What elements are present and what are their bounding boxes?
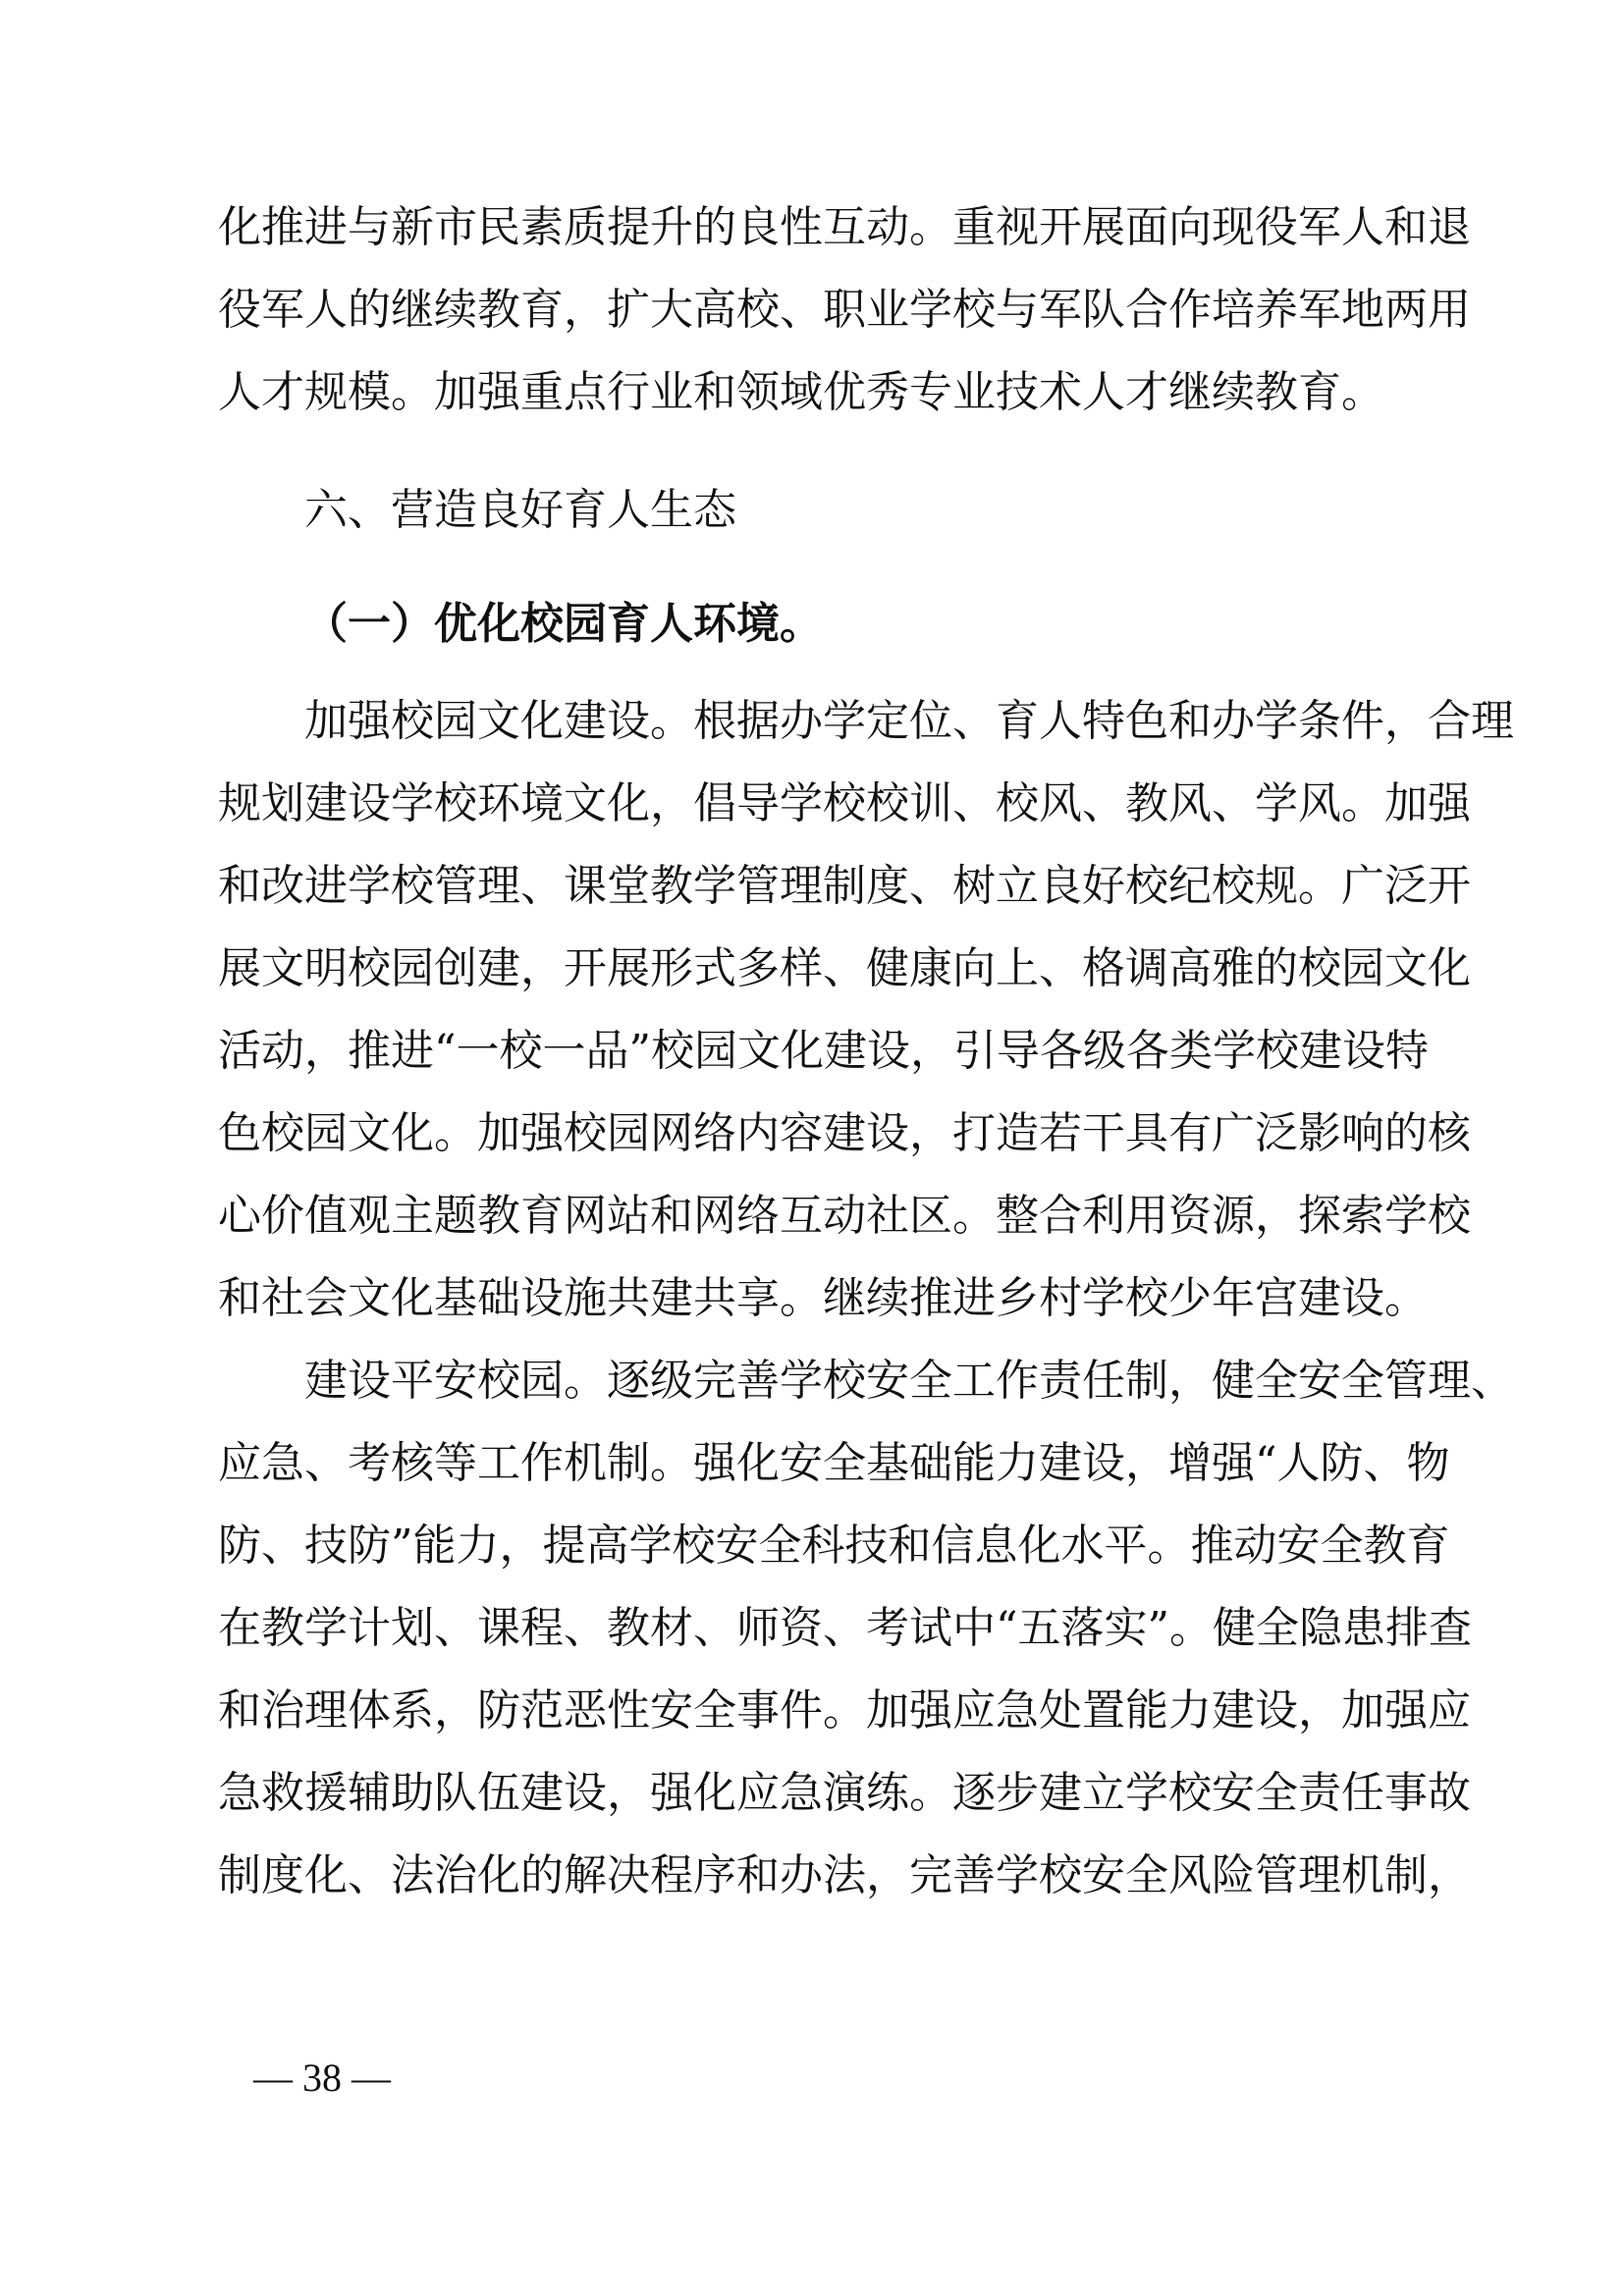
paragraph-line: 建设平安校园。逐级完善学校安全工作责任制，健全安全管理、	[304, 1356, 1514, 1406]
paragraph-line: 人才规模。加强重点行业和领域优秀专业技术人才继续教育。	[218, 367, 1384, 417]
subsection-heading: （一）优化校园育人环境。	[304, 599, 823, 649]
paragraph-line: 加强校园文化建设。根据办学定位、育人特色和办学条件，合理	[304, 696, 1514, 746]
paragraph-line: 色校园文化。加强校园网络内容建设，打造若干具有广泛影响的核	[218, 1108, 1471, 1158]
paragraph-line: 役军人的继续教育，扩大高校、职业学校与军队合作培养军地两用	[218, 285, 1471, 335]
paragraph-line: 和治理体系，防范恶性安全事件。加强应急处置能力建设，加强应	[218, 1685, 1471, 1735]
paragraph-line: 和社会文化基础设施共建共享。继续推进乡村学校少年宫建设。	[218, 1273, 1428, 1323]
paragraph-line: 防、技防”能力，提高学校安全科技和信息化水平。推动安全教育	[218, 1521, 1450, 1571]
paragraph-line: 心价值观主题教育网站和网络互动社区。整合利用资源，探索学校	[218, 1191, 1471, 1241]
paragraph-line: 规划建设学校环境文化，倡导学校校训、校风、教风、学风。加强	[218, 778, 1471, 828]
paragraph-line: 展文明校园创建，开展形式多样、健康向上、格调高雅的校园文化	[218, 943, 1471, 993]
page-number: — 38 —	[253, 2056, 391, 2100]
paragraph-line: 急救援辅助队伍建设，强化应急演练。逐步建立学校安全责任事故	[218, 1768, 1471, 1818]
paragraph-line: 应急、考核等工作机制。强化安全基础能力建设，增强“人防、物	[218, 1438, 1450, 1488]
paragraph-line: 化推进与新市民素质提升的良性互动。重视开展面向现役军人和退	[218, 202, 1471, 252]
paragraph-line: 和改进学校管理、课堂教学管理制度、树立良好校纪校规。广泛开	[218, 861, 1471, 911]
paragraph-line: 制度化、法治化的解决程序和办法，完善学校安全风险管理机制，	[218, 1850, 1471, 1900]
paragraph-line: 活动，推进“一校一品”校园文化建设，引导各级各类学校建设特	[218, 1026, 1429, 1076]
paragraph-line: 在教学计划、课程、教材、师资、考试中“五落实”。健全隐患排查	[218, 1603, 1472, 1653]
section-heading: 六、营造良好育人生态	[304, 485, 736, 535]
